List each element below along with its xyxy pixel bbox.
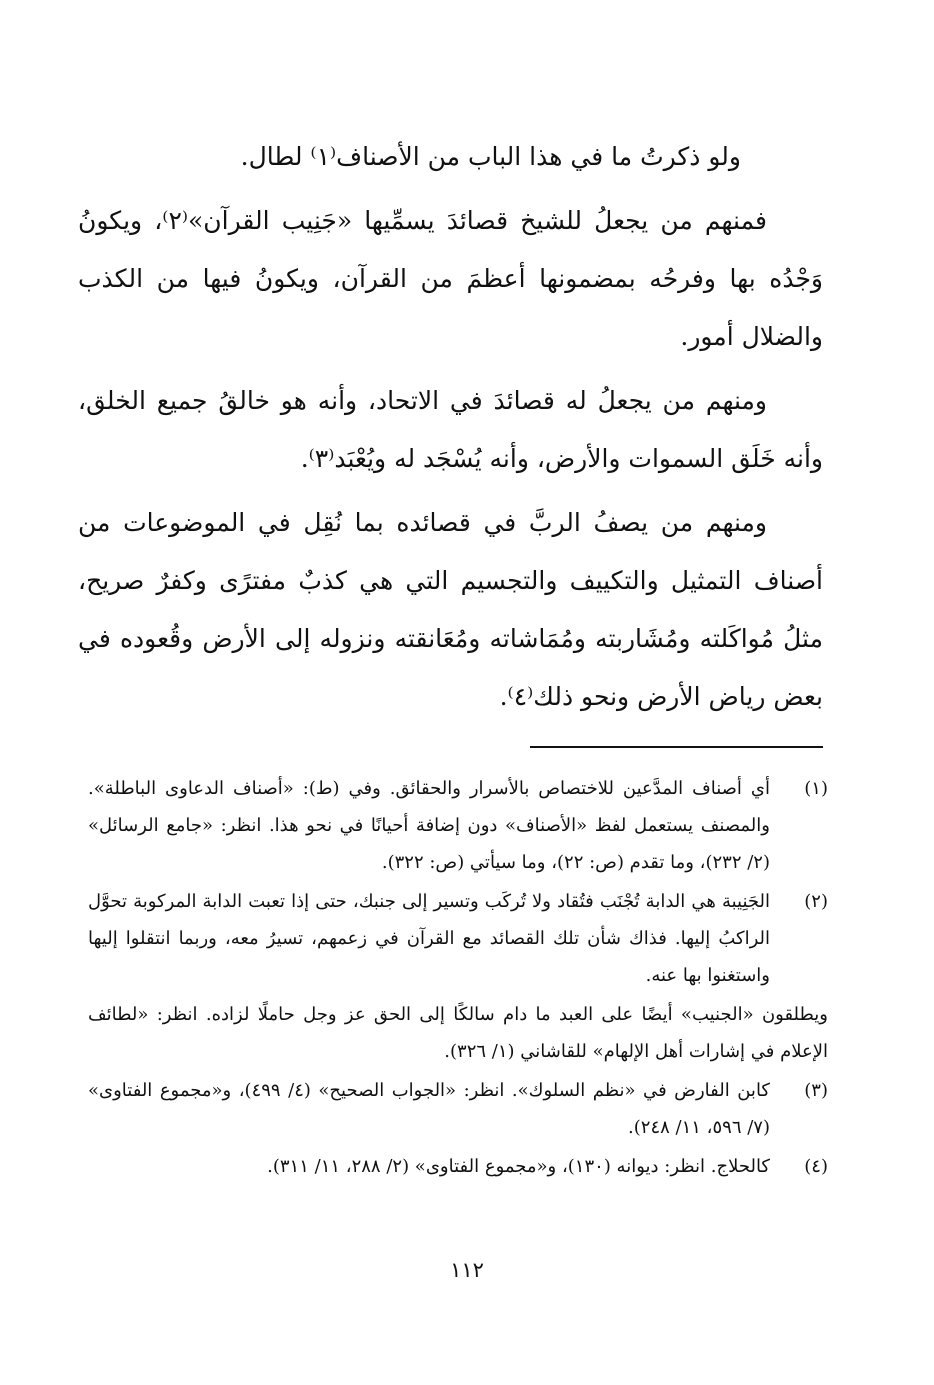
paragraph-4: ومنهم من يصفُ الربَّ في قصائده بما نُقِل في الموضوعات من أصناف التمثيل والتكييف والتجسيم التي هي كذبٌ مفترًى وكفرٌ صريح، مثلُ مُواكَلته ومُشَاربته ومُمَاشاته ومُعَانقته ونزوله إلى الأرض وقُعوده في بعض رياض الأرض ونحو ذلك⁽٤⁾. [78, 508, 823, 711]
footnotes [88, 770, 828, 1187]
footnote-1 [88, 770, 828, 881]
footnote-number: (٢) [804, 891, 828, 912]
footnote-text: أي أصناف المدَّعين للاختصاص بالأسرار والحقائق. وفي (ط): «أصناف الدعاوى الباطلة». والمصنف يستعمل لفظ «الأصناف» دون إضافة أحيانًا في نحو هذا. انظر: «جامع الرسائل» (٢/ ٢٣٢)، وما تقدم (ص: ٢٢)، وما سيأتي (ص: ٣٢٢). [88, 778, 770, 873]
paragraph-2: فمنهم من يجعلُ للشيخ قصائدَ يسمِّيها «جَنِيب القرآن»⁽٢⁾، ويكونُ وَجْدُه بها وفرحُه بمضمونها أعظمَ من القرآن، ويكونُ فيها من الكذب والضلال أمور. [78, 206, 823, 351]
paragraph-1: ولو ذكرتُ ما في هذا الباب من الأصناف⁽١⁾ لطال. [240, 142, 741, 171]
footnote-number: (١) [804, 778, 828, 799]
footnote-2-continuation: ويطلقون «الجنيب» أيضًا على العبد ما دام سالكًا إلى الحق عز وجل حاملًا لزاده. انظر: «لطائف الإعلام في إشارات أهل الإلهام» للقاشاني (١/ ٣٢٦). [88, 1004, 828, 1062]
main-body-text [78, 128, 823, 732]
footnote-text: كالحلاج. انظر: ديوانه (١٣٠)، و«مجموع الفتاوى» (٢/ ٢٨٨، ١١/ ٣١١). [267, 1156, 770, 1177]
footnote-number: (٤) [804, 1156, 828, 1177]
footnote-4 [88, 1148, 828, 1185]
footnote-3 [88, 1072, 828, 1146]
paragraph-3: ومنهم من يجعلُ له قصائدَ في الاتحاد، وأنه هو خالقُ جميع الخلق، وأنه خَلَق السموات والأرض، وأنه يُسْجَد له ويُعْبَد⁽٣⁾. [78, 386, 823, 473]
footnote-text: كابن الفارض في «نظم السلوك». انظر: «الجواب الصحيح» (٤/ ٤٩٩)، و«مجموع الفتاوى» (٧/ ٥٩٦، ١١/ ٢٤٨). [88, 1080, 770, 1138]
footnote-number: (٣) [804, 1080, 828, 1101]
footnote-divider [530, 746, 823, 748]
footnote-text: الجَنِيبة هي الدابة تُجْنَب فتُقاد ولا تُركَب وتسير إلى جنبك، حتى إذا تعبت الدابة المركوبة تحوَّل الراكبُ إليها. فذاك شأن تلك القصائد مع القرآن في زعمهم، تسيرُ معه، وربما انتقلوا إليها واستغنوا بها عنه. [88, 891, 770, 986]
page-number: ١١٢ [450, 1258, 484, 1282]
footnote-2 [88, 883, 828, 994]
